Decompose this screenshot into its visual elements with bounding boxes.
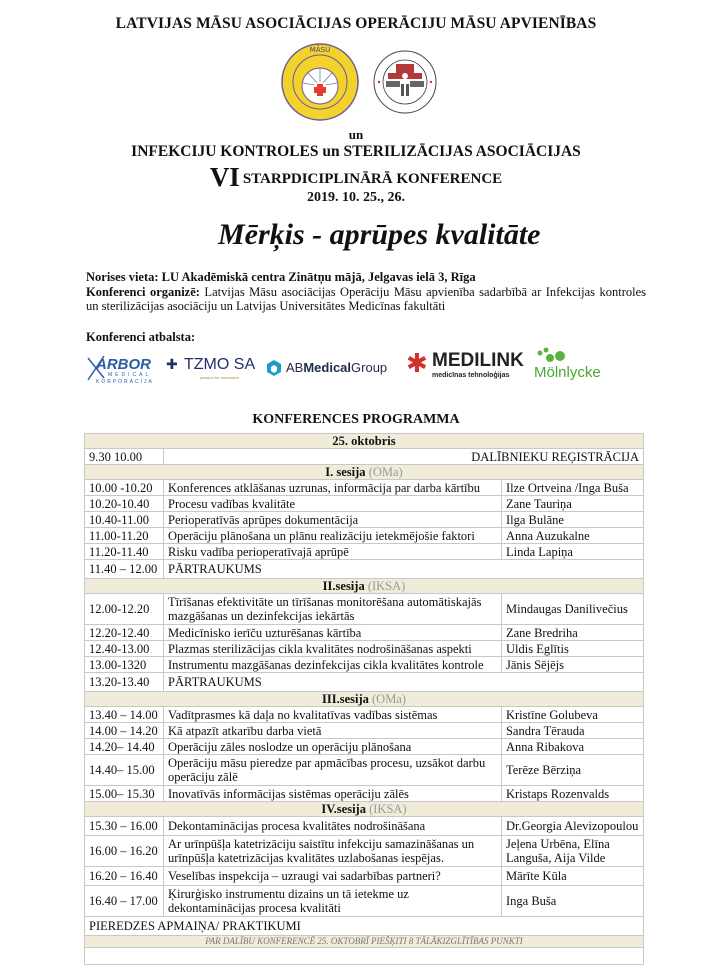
medilink-logo: ✱ MEDILINK medicīnas tehnoloģijas bbox=[406, 349, 524, 379]
speaker-cell: Zane Tauriņa bbox=[501, 496, 643, 512]
time-cell: 16.00 – 16.20 bbox=[85, 836, 164, 867]
molnlycke-logo: Mölnlycke bbox=[534, 346, 614, 386]
organizer-title: LATVIJAS MĀSU ASOCIĀCIJAS OPERĀCIJU MĀSU APVIENĪBAS bbox=[115, 15, 597, 32]
speaker-cell: Uldis Eglītis bbox=[501, 641, 643, 657]
time-cell: 16.20 – 16.40 bbox=[85, 867, 164, 886]
time-cell: 12.00-12.20 bbox=[85, 594, 164, 625]
speaker-cell: Terēze Bērziņa bbox=[501, 755, 643, 786]
logos bbox=[280, 40, 435, 126]
session-header-row bbox=[85, 802, 644, 817]
arbor-logo: ARBOR MEDICAL KORPORĀCIJA bbox=[86, 354, 166, 386]
operaciju-masu-apvieniba-logo bbox=[372, 40, 438, 124]
table-row bbox=[85, 786, 644, 802]
time-cell: 11.00-11.20 bbox=[85, 528, 164, 544]
session-header-row bbox=[85, 465, 644, 480]
speaker-cell: Anna Auzukalne bbox=[501, 528, 643, 544]
dots-icon bbox=[536, 346, 566, 364]
speaker-cell: Ilze Ortveina /Inga Buša bbox=[501, 480, 643, 496]
speaker-cell: Jeļena Urbēna, Elīna Languša, Aija Vilde bbox=[501, 836, 643, 867]
time-cell: 11.20-11.40 bbox=[85, 544, 164, 560]
break-row bbox=[85, 673, 644, 692]
time-cell: 14.20– 14.40 bbox=[85, 739, 164, 755]
time-cell: 12.20-12.40 bbox=[85, 625, 164, 641]
svg-text:MĀSU: MĀSU bbox=[309, 46, 331, 54]
speaker-cell: Anna Ribakova bbox=[501, 739, 643, 755]
topic-cell: Inovatīvās informācijas sistēmas operāciju zālēs bbox=[164, 786, 502, 802]
table-row bbox=[85, 657, 644, 673]
time-cell: 11.40 – 12.00 bbox=[85, 560, 164, 579]
conference-title bbox=[0, 162, 712, 193]
table-row bbox=[85, 512, 644, 528]
table-row bbox=[85, 723, 644, 739]
topic-cell: Operāciju plānošana un plānu realizāciju ietekmējošie faktori bbox=[164, 528, 502, 544]
table-row bbox=[85, 707, 644, 723]
conference-info bbox=[86, 270, 646, 314]
topic-cell: Risku vadība perioperatīvajā aprūpē bbox=[164, 544, 502, 560]
table-row bbox=[85, 480, 644, 496]
closing-label: PIEREDZES APMAIŅA/ PRAKTIKUMI bbox=[85, 917, 644, 936]
topic-cell: Konferences atklāšanas uzrunas, informācija par darba kārtību bbox=[164, 480, 502, 496]
time-cell: 13.40 – 14.00 bbox=[85, 707, 164, 723]
session-header-row bbox=[85, 692, 644, 707]
topic-cell: Perioperatīvās aprūpes dokumentācija bbox=[164, 512, 502, 528]
topic-cell: Medicīnisko ierīču uzturēšanas kārtība bbox=[164, 625, 502, 641]
table-row bbox=[85, 625, 644, 641]
registration-row bbox=[85, 449, 644, 465]
speaker-cell: Inga Buša bbox=[501, 886, 643, 917]
medical-star-icon: ✱ bbox=[406, 349, 428, 379]
table-row bbox=[85, 817, 644, 836]
conference-number: VI bbox=[209, 162, 240, 192]
topic-cell: Ķirurģisko instrumentu dizains un tā ietekme uz dekontaminācijas procesa kvalitāti bbox=[164, 886, 502, 917]
speaker-cell: Mārīte Kūla bbox=[501, 867, 643, 886]
topic-cell: Operāciju zāles noslodze un operāciju plānošana bbox=[164, 739, 502, 755]
break-label: PĀRTRAUKUMS bbox=[164, 673, 644, 692]
speaker-cell: Jānis Sējējs bbox=[501, 657, 643, 673]
speaker-cell: Mindaugas Danilivečius bbox=[501, 594, 643, 625]
time-cell: 10.40-11.00 bbox=[85, 512, 164, 528]
day-header: 25. oktobris bbox=[85, 434, 644, 449]
speaker-cell: Ilga Bulāne bbox=[501, 512, 643, 528]
session-header: I. sesija (OMa) bbox=[85, 465, 644, 480]
co-organizer-title: INFEKCIJU KONTROLES un STERILIZĀCIJAS ASOCIĀCIJAS bbox=[131, 143, 581, 160]
topic-cell: Dekontaminācijas procesa kvalitātes nodrošināšana bbox=[164, 817, 502, 836]
credits-note-row bbox=[85, 936, 644, 948]
credits-note: PAR DALĪBU KONFERENCĒ 25. OKTOBRĪ PIEŠĶITI 8 TĀLĀKIZGLĪTĪBAS PUNKTI bbox=[85, 936, 644, 948]
time-cell: 13.20-13.40 bbox=[85, 673, 164, 692]
time-cell: 10.20-10.40 bbox=[85, 496, 164, 512]
abmedicalgroup-logo: ABMedicalGroup bbox=[266, 358, 406, 382]
closing-row bbox=[85, 917, 644, 936]
table-row bbox=[85, 528, 644, 544]
table-row bbox=[85, 755, 644, 786]
speaker-cell: Sandra Tērauda bbox=[501, 723, 643, 739]
time-cell: 15.30 – 16.00 bbox=[85, 817, 164, 836]
time-cell: 9.30 10.00 bbox=[85, 449, 164, 465]
registration-label: DALĪBNIEKU REĢISTRĀCIJA bbox=[164, 449, 644, 465]
venue: Norises vieta: LU Akadēmiskā centra Zinātņu mājā, Jelgavas ielā 3, Rīga bbox=[86, 270, 476, 284]
session-header-row bbox=[85, 579, 644, 594]
table-row bbox=[85, 867, 644, 886]
break-row bbox=[85, 560, 644, 579]
organizer: Konferenci organizē: Latvijas Māsu asociācijas Operāciju Māsu apvienība sadarbībā ar Infekcijas kontroles un sterilizācijas asociāciju un Latvijas Universitātes Medicīnas fakultāti bbox=[86, 284, 647, 313]
day-header-row bbox=[85, 434, 644, 449]
tzmo-emblem-icon: ✚ bbox=[166, 357, 178, 373]
table-row bbox=[85, 836, 644, 867]
topic-cell: Plazmas sterilizācijas cikla kvalitātes nodrošināšanas aspekti bbox=[164, 641, 502, 657]
conference-date: 2019. 10. 25., 26. bbox=[307, 190, 405, 205]
topic-cell: Procesu vadības kvalitāte bbox=[164, 496, 502, 512]
time-cell: 14.40– 15.00 bbox=[85, 755, 164, 786]
time-cell: 10.00 -10.20 bbox=[85, 480, 164, 496]
session-header: II.sesija (IKSA) bbox=[85, 579, 644, 594]
break-label: PĀRTRAUKUMS bbox=[164, 560, 644, 579]
conference-motto: Mērķis - aprūpes kvalitāte bbox=[218, 218, 541, 251]
topic-cell: Vadītprasmes kā daļa no kvalitatīvas vadības sistēmas bbox=[164, 707, 502, 723]
table-row bbox=[85, 641, 644, 657]
table-row bbox=[85, 886, 644, 917]
program-table bbox=[84, 433, 644, 965]
topic-cell: Ar urīnpūšļa katetrizāciju saistītu infekciju samazināšanas un urīnpūšļa katetrizācijas kvalitātes uzlabošanas iespējas. bbox=[164, 836, 502, 867]
topic-cell: Kā atpazīt atkarību darba vietā bbox=[164, 723, 502, 739]
and-text: un bbox=[348, 127, 364, 142]
tzmo-logo: ✚ TZMO SA passion for innovation bbox=[166, 356, 256, 380]
speaker-cell: Kristīne Golubeva bbox=[501, 707, 643, 723]
topic-cell: Veselības inspekcija – uzraugi vai sadarbības partneri? bbox=[164, 867, 502, 886]
program-title: KONFERENCES PROGRAMMA bbox=[252, 412, 460, 427]
supporters-label: Konferenci atbalsta: bbox=[86, 330, 196, 344]
table-row bbox=[85, 544, 644, 560]
latvijas-masu-asociacija-logo bbox=[280, 40, 360, 124]
time-cell: 15.00– 15.30 bbox=[85, 786, 164, 802]
time-cell: 16.40 – 17.00 bbox=[85, 886, 164, 917]
time-cell: 14.00 – 14.20 bbox=[85, 723, 164, 739]
hexagon-icon bbox=[266, 358, 282, 376]
empty-row bbox=[85, 948, 644, 965]
topic-cell: Tīrīšanas efektivitāte un tīrīšanas monitorēšana automātiskajās mazgāšanas un dezinfekcijas iekārtās bbox=[164, 594, 502, 625]
session-header: III.sesija (OMa) bbox=[85, 692, 644, 707]
sponsor-logos bbox=[86, 346, 626, 388]
time-cell: 12.40-13.00 bbox=[85, 641, 164, 657]
time-cell: 13.00-1320 bbox=[85, 657, 164, 673]
speaker-cell: Dr.Georgia Alevizopoulou bbox=[501, 817, 643, 836]
table-row bbox=[85, 739, 644, 755]
table-row bbox=[85, 496, 644, 512]
topic-cell: Instrumentu mazgāšanas dezinfekcijas cikla kvalitātes kontrole bbox=[164, 657, 502, 673]
session-header: IV.sesija (IKSA) bbox=[85, 802, 644, 817]
speaker-cell: Linda Lapiņa bbox=[501, 544, 643, 560]
table-row bbox=[85, 594, 644, 625]
conference-name: STARPDICIPLINĀRĀ KONFERENCE bbox=[242, 171, 503, 187]
speaker-cell: Kristaps Rozenvalds bbox=[501, 786, 643, 802]
speaker-cell: Zane Bredriha bbox=[501, 625, 643, 641]
topic-cell: Operāciju māsu pieredze par apmācības procesu, uzsākot darbu operāciju zālē bbox=[164, 755, 502, 786]
